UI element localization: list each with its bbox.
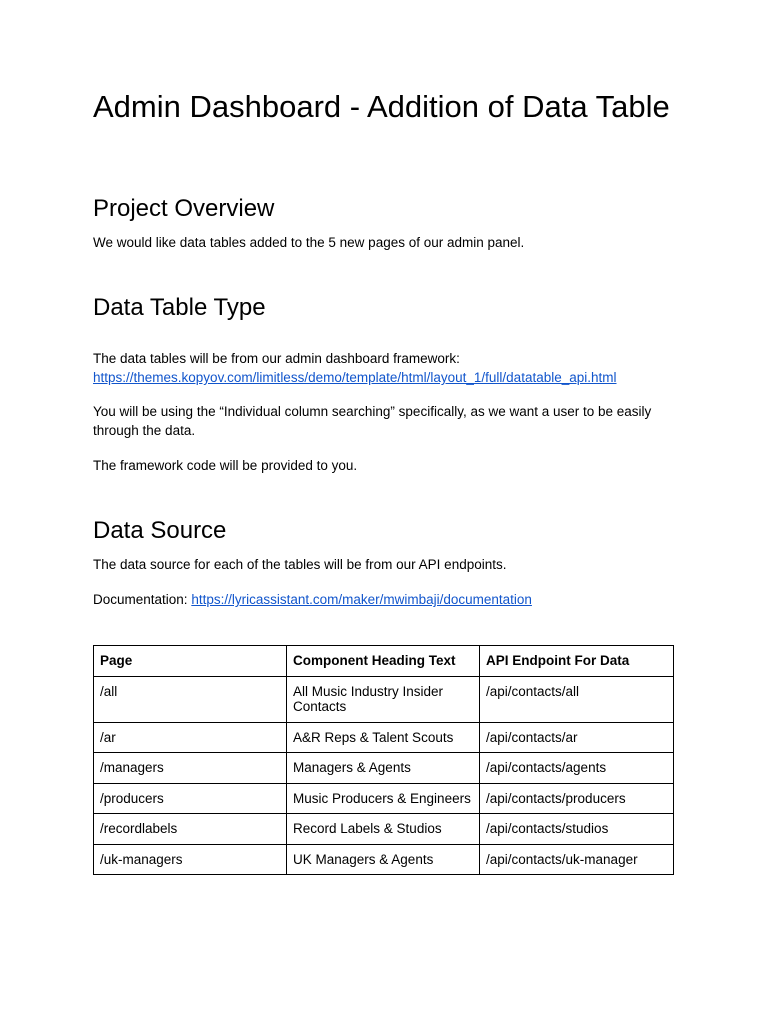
cell-page: /ar: [94, 722, 287, 753]
cell-endpoint: /api/contacts/producers: [480, 783, 674, 814]
overview-heading: Project Overview: [93, 195, 275, 222]
cell-endpoint: /api/contacts/all: [480, 676, 674, 722]
table-type-intro: [93, 349, 673, 387]
data-source-heading: Data Source: [93, 517, 227, 544]
table-row: [94, 676, 674, 722]
documentation-link[interactable]: https://lyricassistant.com/maker/mwimbaji/documentation: [191, 592, 532, 607]
documentation-line: [93, 590, 673, 609]
cell-heading: Managers & Agents: [287, 753, 480, 784]
table-row: [94, 722, 674, 753]
cell-page: /managers: [94, 753, 287, 784]
cell-endpoint: /api/contacts/ar: [480, 722, 674, 753]
endpoints-table: [93, 645, 674, 875]
cell-heading: Music Producers & Engineers: [287, 783, 480, 814]
framework-link[interactable]: https://themes.kopyov.com/limitless/demo/template/html/layout_1/full/datatable_api.html: [93, 370, 617, 385]
header-api-endpoint: API Endpoint For Data: [480, 646, 674, 677]
cell-heading: All Music Industry Insider Contacts: [287, 676, 480, 722]
table-type-intro-text: The data tables will be from our admin dashboard framework:: [93, 351, 460, 366]
cell-heading: UK Managers & Agents: [287, 844, 480, 875]
cell-page: /recordlabels: [94, 814, 287, 845]
cell-endpoint: /api/contacts/studios: [480, 814, 674, 845]
table-row: [94, 753, 674, 784]
cell-page: /uk-managers: [94, 844, 287, 875]
cell-heading: Record Labels & Studios: [287, 814, 480, 845]
cell-page: /all: [94, 676, 287, 722]
document-title: Admin Dashboard - Addition of Data Table: [93, 89, 670, 124]
column-searching-text: You will be using the “Individual column searching” specifically, as we want a user to be easily through the data.: [93, 404, 652, 438]
table-row: [94, 844, 674, 875]
table-row: [94, 783, 674, 814]
header-page: Page: [94, 646, 287, 677]
table-type-heading: Data Table Type: [93, 294, 266, 321]
cell-page: /producers: [94, 783, 287, 814]
cell-heading: A&R Reps & Talent Scouts: [287, 722, 480, 753]
table-row: [94, 814, 674, 845]
framework-provided-text: The framework code will be provided to you.: [93, 458, 358, 473]
overview-text: We would like data tables added to the 5 new pages of our admin panel.: [93, 235, 525, 250]
data-source-text: The data source for each of the tables will be from our API endpoints.: [93, 557, 507, 572]
documentation-label: Documentation:: [93, 592, 192, 607]
header-component-heading: Component Heading Text: [287, 646, 480, 677]
cell-endpoint: /api/contacts/agents: [480, 753, 674, 784]
cell-endpoint: /api/contacts/uk-manager: [480, 844, 674, 875]
table-header-row: [94, 646, 674, 677]
